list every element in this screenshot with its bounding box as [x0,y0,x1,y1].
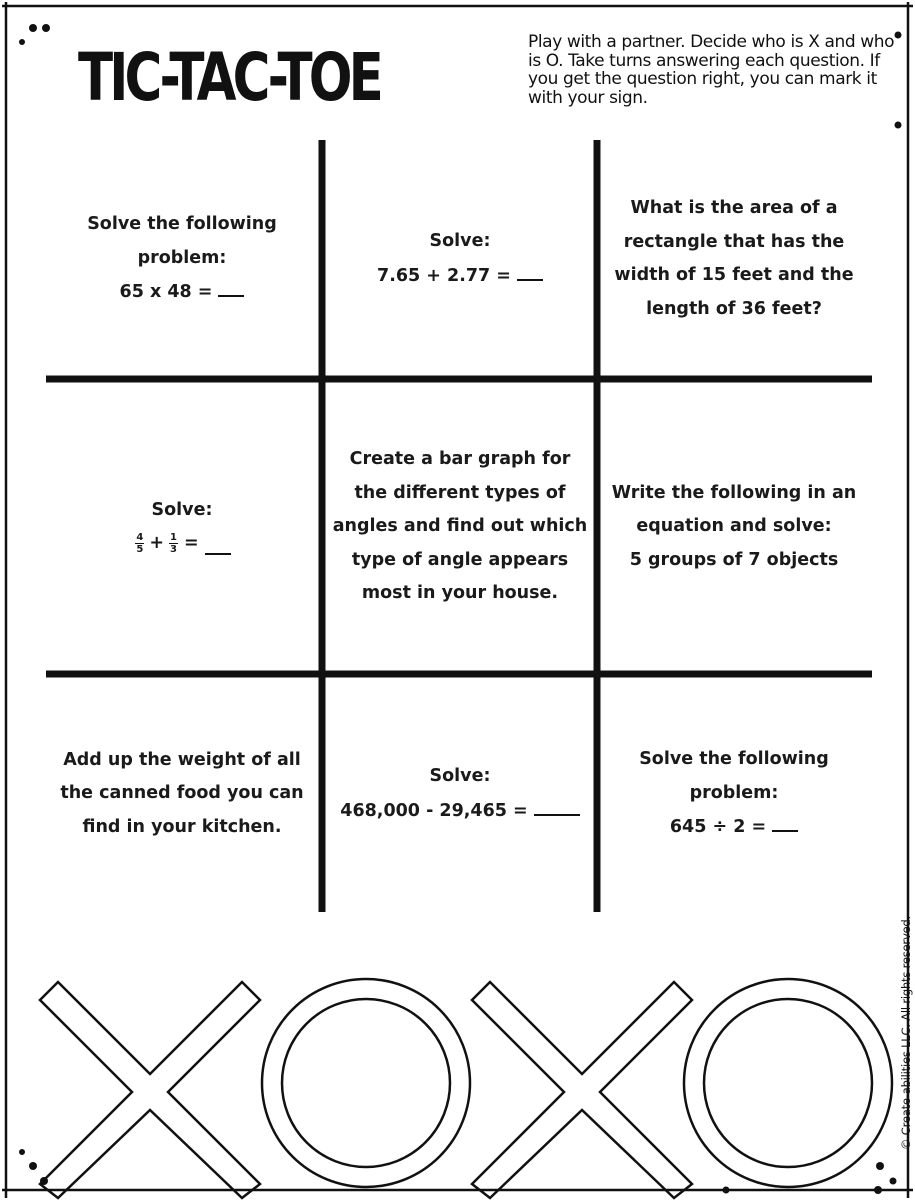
copyright-notice: © Create-abilities LLC. All rights reserved. [899,916,913,1150]
grid-cell-2 [326,143,594,375]
fraction-1: $\frac{4}{5}$ [136,532,144,556]
cell-equation: 65 x 48 = [120,275,245,310]
o-letter-1 [262,979,470,1187]
answer-blank [534,794,580,816]
xoxo-decoration [40,979,892,1198]
grid-cell-8 [326,679,594,909]
cell-prompt: Solve the following problem: [87,214,277,268]
cell-prompt: Create a bar graph for the different types of angles and find out which type of angle appears most in your house. [332,449,588,604]
o-letter-2 [684,979,892,1187]
x-letter-2 [472,982,692,1198]
x-letter-1 [40,982,260,1198]
cell-prompt: Write the following in an equation and solve: 5 groups of 7 objects [611,482,857,570]
answer-blank [772,810,798,832]
cell-prompt: Solve: [429,231,491,251]
instructions-text: Play with a partner. Decide who is X and who is O. Take turns answering each question. If you get the question right, you can mark it with your sign. [528,32,895,108]
cell-equation: 7.65 + 2.77 = [377,259,543,294]
cell-prompt: Add up the weight of all the canned food you can find in your kitchen. [60,749,304,837]
answer-blank [205,533,231,555]
grid-cell-7 [46,679,318,909]
grid-cell-6 [601,384,867,670]
grid-cell-4 [46,384,318,670]
page-title: TIC-TAC-TOE [78,39,380,116]
grid-cell-5 [326,384,594,670]
cell-prompt: Solve the following problem: [639,749,829,803]
answer-blank [517,259,543,281]
grid-cell-9 [601,679,867,909]
fraction-2: $\frac{1}{3}$ [170,532,177,556]
cell-equation: 468,000 - 29,465 = [340,794,579,829]
grid-cell-3 [601,143,867,375]
cell-prompt: Solve: [151,499,213,520]
grid-cell-1 [46,143,318,375]
cell-prompt: What is the area of a rectangle that has the width of 15 feet and the length of 36 feet? [614,198,854,319]
cell-equation: $\frac{4}{5}$ + $\frac{1}{3}$ = [133,527,230,561]
cell-prompt: Solve: [429,766,491,786]
cell-equation: 645 ÷ 2 = [670,810,798,845]
answer-blank [218,275,244,297]
